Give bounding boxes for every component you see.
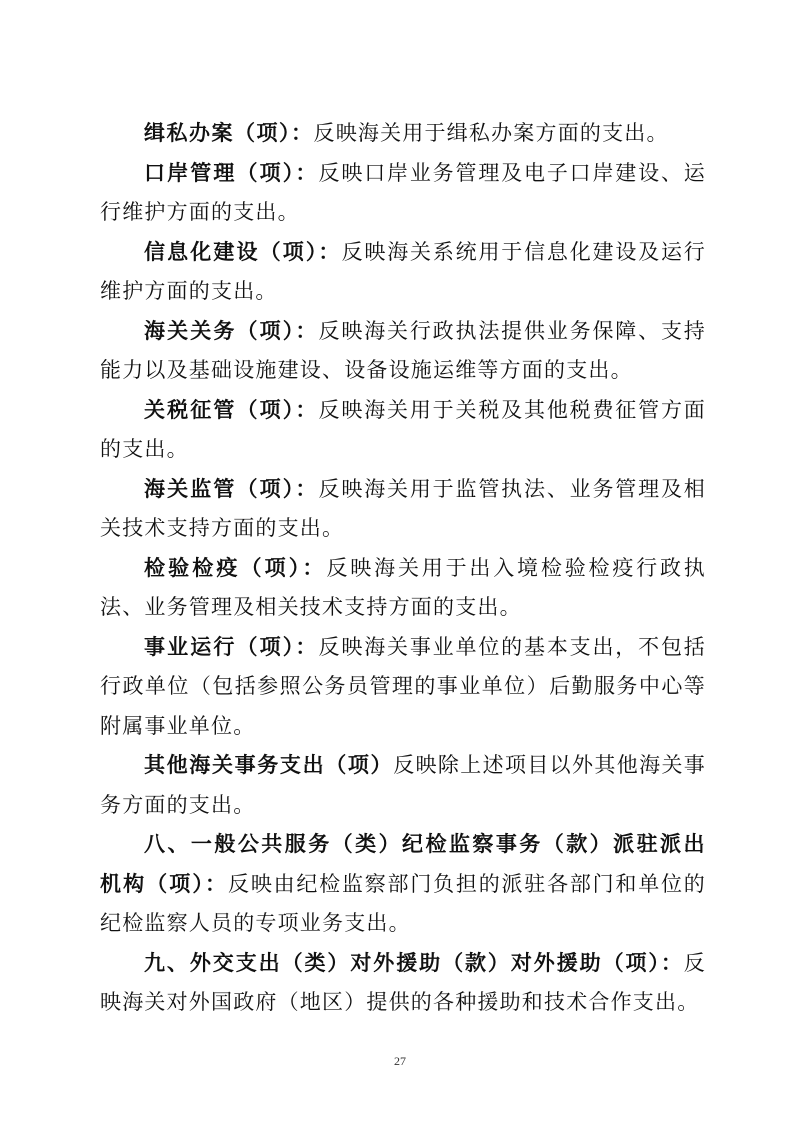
paragraph-term: 关税征管（项）： [144,397,319,422]
paragraph-term: 八、一般公共服务（类）纪检监察事务（款）派驻派出机构（项）： [100,832,706,896]
paragraph-customs-affairs [100,312,706,391]
paragraph-term: 海关监管（项）： [144,476,319,501]
paragraph-term: 海关关务（项）： [144,318,319,343]
paragraph-discipline-inspection [100,825,706,944]
paragraph-text: 反映海关用于关税及其他税费征管方面的支出。 [100,397,706,461]
paragraph-term: 口岸管理（项）： [144,160,319,185]
paragraph-term: 事业运行（项）： [144,634,319,659]
paragraph-text: 反映海关用于出入境检验检疫行政执法、业务管理及相关技术支持方面的支出。 [100,555,707,619]
paragraph-term: 其他海关事务支出（项） [144,753,394,777]
paragraph-tariff-collection [100,391,706,470]
paragraph-term: 九、外交支出（类）对外援助（款）对外援助（项）： [144,950,684,975]
paragraph-text: 反映除上述项目以外其他海关事务方面的支出。 [100,753,706,817]
paragraph-text: 反映由纪检监察部门负担的派驻各部门和单位的纪检监察人员的专项业务支出。 [100,871,706,935]
paragraph-customs-supervision [100,470,706,549]
paragraph-informatization [100,233,706,312]
page-number: 27 [394,1054,406,1068]
paragraph-smuggling-cases [100,114,706,154]
paragraph-port-management [100,154,706,233]
paragraph-inspection-quarantine [100,549,706,628]
paragraph-other-customs-affairs [100,746,706,825]
document-body [100,114,706,1023]
paragraph-text: 反映海关用于缉私办案方面的支出。 [313,121,669,145]
paragraph-text: 反映海关事业单位的基本支出，不包括行政单位（包括参照公务员管理的事业单位）后勤服务中心等附属事业单位。 [100,634,706,738]
paragraph-text: 反映海关对外国政府（地区）提供的各种援助和技术合作支出。 [100,950,706,1014]
paragraph-text: 反映海关系统用于信息化建设及运行维护方面的支出。 [100,239,707,303]
paragraph-text: 反映海关用于监管执法、业务管理及相关技术支持方面的支出。 [100,476,706,540]
paragraph-text: 反映口岸业务管理及电子口岸建设、运行维护方面的支出。 [100,160,706,224]
paragraph-institution-operation [100,628,706,747]
paragraph-text: 反映海关行政执法提供业务保障、支持能力以及基础设施建设、设备设施运维等方面的支出。 [100,318,706,382]
paragraph-term: 信息化建设（项）： [144,239,342,264]
paragraph-term: 缉私办案（项）： [144,121,314,145]
paragraph-foreign-aid [100,944,706,1023]
paragraph-term: 检验检疫（项）： [144,555,327,580]
